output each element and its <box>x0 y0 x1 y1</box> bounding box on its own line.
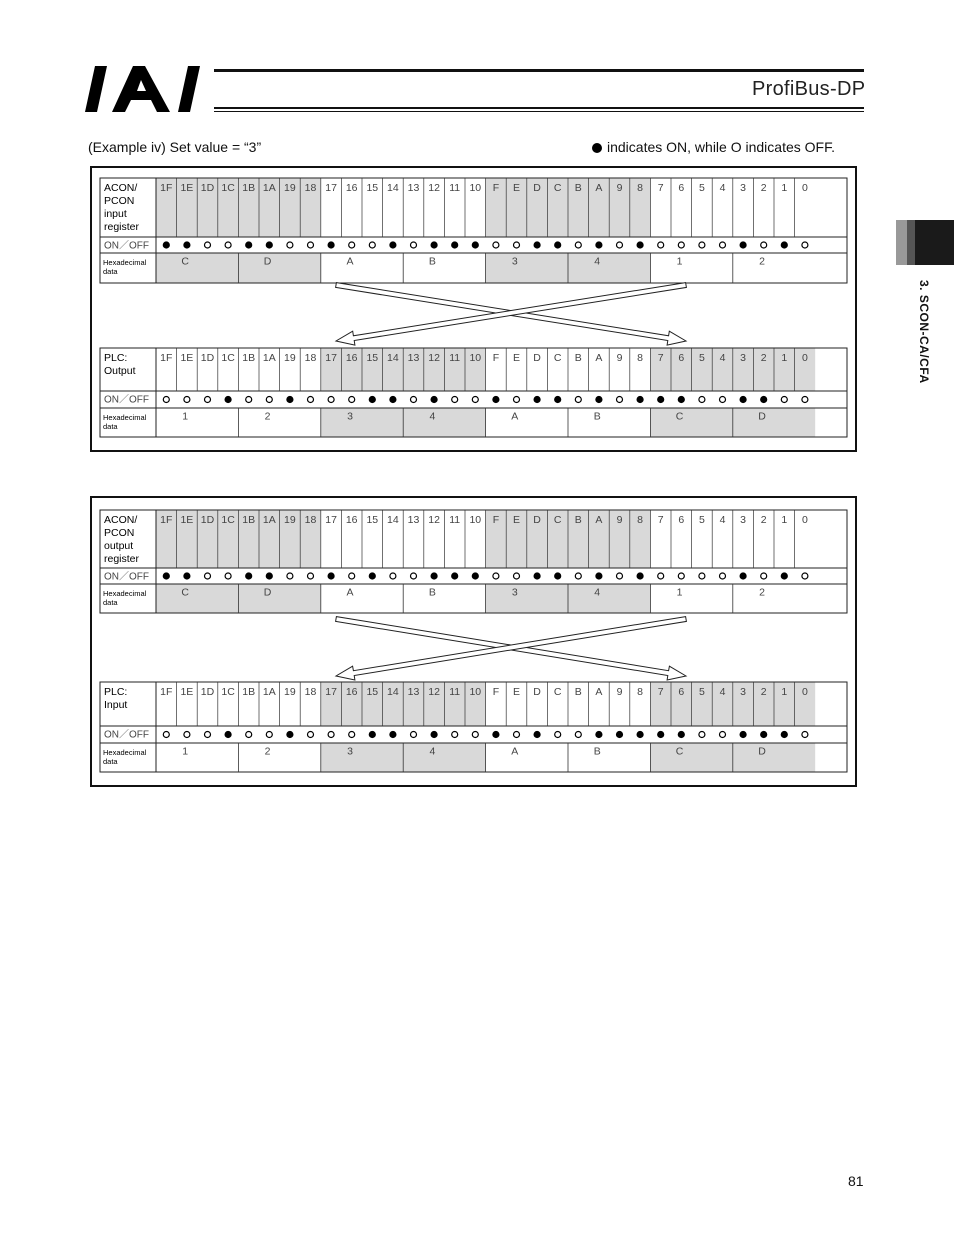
d1-bottom-bit-label: 2 <box>760 352 767 364</box>
d1-bottom-bit-label: 4 <box>719 352 726 364</box>
d2-bottom-bit-label: 10 <box>469 686 482 698</box>
d2-top-bit-off-dot <box>761 573 767 579</box>
d1-top-onoff-label: ON／OFF <box>104 240 149 252</box>
d2-bottom-bit-off-dot <box>246 732 252 738</box>
d2-bottom-register-label: PLC: <box>104 686 128 698</box>
d2-top-bit-off-dot <box>390 573 396 579</box>
d1-top-bit-label: D <box>533 182 541 194</box>
d2-bottom-bit-off-dot <box>514 732 520 738</box>
d1-bottom-bit-label: D <box>533 352 541 364</box>
d1-top-bit-label: 1A <box>262 182 276 194</box>
d1-bottom-bit-label: 8 <box>637 352 644 364</box>
d1-bottom-hex-digit: C <box>675 410 684 423</box>
d2-bottom-register-label: Input <box>104 699 128 711</box>
d2-bottom-bit-label: 3 <box>740 686 747 698</box>
d2-top-bit-on-dot <box>163 572 170 579</box>
d2-bottom-bit-label: 5 <box>698 686 705 698</box>
d2-top-bit-on-dot <box>245 572 252 579</box>
d1-bottom-bit-label: 15 <box>366 352 379 364</box>
d1-top-hex-digit: A <box>346 255 354 268</box>
d2-top-bit-off-dot <box>720 573 726 579</box>
d1-bottom-bit-label: 1F <box>160 352 173 364</box>
d2-top-bit-off-dot <box>699 573 705 579</box>
d2-top-bit-off-dot <box>802 573 808 579</box>
d2-top-bit-on-dot <box>740 572 747 579</box>
d2-bottom-bit-off-dot <box>699 732 705 738</box>
d1-top-bit-label: 10 <box>469 182 482 194</box>
d2-top-bit-on-dot <box>534 572 541 579</box>
d2-top-bit-label: 9 <box>616 514 623 526</box>
d2-top-bit-off-dot <box>205 573 211 579</box>
d2-top-bit-on-dot <box>472 572 479 579</box>
d2-bottom-bit-on-dot <box>740 731 747 738</box>
d1-top-register-label: PCON <box>104 195 135 207</box>
d2-bottom-bit-label: 17 <box>325 686 337 698</box>
d1-bottom-bit-label: C <box>553 352 562 364</box>
d2-bottom-hex-digit: C <box>675 745 684 758</box>
d1-bottom-bit-label: 3 <box>740 352 747 364</box>
d2-top-bit-label: E <box>512 514 521 526</box>
d2-top-bit-label: 1 <box>781 514 788 526</box>
d2-top-bit-off-dot <box>349 573 355 579</box>
d1-top-bit-label: 6 <box>678 182 685 194</box>
d2-top-bit-on-dot <box>554 572 561 579</box>
d2-top-bit-off-dot <box>514 573 520 579</box>
d2-bottom-hex-digit: 2 <box>264 745 271 758</box>
d2-bottom-bit-label: 1B <box>242 686 256 698</box>
d2-bottom-bit-off-dot <box>555 732 561 738</box>
d2-top-bit-label: 15 <box>366 514 379 526</box>
d2-bottom-bit-label: F <box>492 686 500 698</box>
d1-bottom-hex-label-line2: data <box>103 422 118 431</box>
d2-bottom-bit-label: E <box>512 686 521 698</box>
d2-bottom-shade-hex <box>733 743 815 772</box>
d2-top-bit-off-dot <box>287 573 293 579</box>
d2-top-bit-label: 16 <box>345 514 358 526</box>
d2-bottom-bit-on-dot <box>657 731 664 738</box>
d2-top-bit-label: 1E <box>180 514 194 526</box>
d2-top-register-label: register <box>104 553 140 565</box>
d1-bottom-bit-label: A <box>595 352 603 364</box>
d2-bottom-bit-off-dot <box>575 732 581 738</box>
d2-top-hex-digit: 2 <box>759 586 765 599</box>
d2-top-bit-off-dot <box>411 573 417 579</box>
d2-top-bit-label: B <box>574 514 582 526</box>
d2-top-hex-digit: B <box>428 586 436 599</box>
d2-top-bit-off-dot <box>617 573 623 579</box>
d2-top-bit-off-dot <box>575 573 581 579</box>
d1-top-bit-label: 1E <box>180 182 194 194</box>
d2-bottom-bit-label: A <box>595 686 603 698</box>
d1-top-hex-digit: B <box>428 255 436 268</box>
d2-bottom-hex-digit: 1 <box>182 745 189 758</box>
d2-top-bit-label: 1D <box>200 514 215 526</box>
d1-top-hex-digit: 4 <box>594 255 601 268</box>
d2-top-hex-digit: A <box>346 586 354 599</box>
d2-bottom-bit-off-dot <box>308 732 314 738</box>
d2-top-bit-off-dot <box>308 573 314 579</box>
d2-top-hex-label-line1: Hexadecimal <box>103 589 147 598</box>
d1-bottom-bit-label: 10 <box>469 352 482 364</box>
d1-top-register-label: register <box>104 221 140 233</box>
d1-top-bit-label: 4 <box>719 182 726 194</box>
d2-bottom-bit-label: 1E <box>180 686 194 698</box>
d2-top-hex-label-line2: data <box>103 598 118 607</box>
d2-bottom-hex-label-line1: Hexadecimal <box>103 748 147 757</box>
d2-top-onoff-label: ON／OFF <box>104 571 149 583</box>
d2-top-bit-on-dot <box>328 572 335 579</box>
d2-top-bit-label: 10 <box>469 514 482 526</box>
d2-bottom-bit-label: 14 <box>387 686 399 698</box>
d1-top-bit-label: A <box>595 182 603 194</box>
d2-top-hex-digit: D <box>263 586 272 599</box>
d1-bottom-hex-digit: A <box>511 410 519 423</box>
d1-top-bit-label: 7 <box>657 182 664 194</box>
d2-top-shade-hex <box>568 584 650 613</box>
document-title: ProfiBus-DP <box>752 78 866 100</box>
d2-bottom-shade-hex <box>403 743 485 772</box>
legend-text: indicates ON, while O indicates OFF. <box>607 139 835 155</box>
d2-bottom-bit-on-dot <box>369 731 376 738</box>
d1-top-bit-label: 19 <box>284 182 296 194</box>
page-number: 81 <box>848 1173 864 1189</box>
d2-top-bit-label: 0 <box>801 514 808 526</box>
d1-top-hex-digit: 1 <box>676 255 683 268</box>
d1-top-bit-label: 1F <box>160 182 173 194</box>
d1-bottom-hex-digit: B <box>593 410 601 423</box>
d2-top-shade-hex <box>156 584 238 613</box>
d2-bottom-bit-label: 7 <box>657 686 664 698</box>
d1-top-bit-label: 13 <box>407 182 420 194</box>
d2-top-bit-on-dot <box>266 572 273 579</box>
d2-bottom-bit-label: 4 <box>719 686 726 698</box>
d2-bottom-bit-off-dot <box>266 732 272 738</box>
d2-bottom-bit-label: 12 <box>428 686 440 698</box>
d2-bottom-bit-label: C <box>553 686 562 698</box>
d1-bottom-bit-label: 14 <box>387 352 399 364</box>
d1-top-hex-digit: 3 <box>511 255 518 268</box>
d2-bottom-bit-on-dot <box>492 731 499 738</box>
d1-top-bit-label: C <box>553 182 562 194</box>
d1-bottom-bit-label: 1D <box>200 352 215 364</box>
d1-top-bit-label: 15 <box>366 182 379 194</box>
d1-top-bit-label: 17 <box>325 182 337 194</box>
d1-top-bit-label: 9 <box>616 182 623 194</box>
d2-bottom-bit-label: 2 <box>760 686 767 698</box>
d2-bottom-bit-label: 0 <box>801 686 808 698</box>
d2-top-bit-label: A <box>595 514 603 526</box>
d2-top-bit-on-dot <box>451 572 458 579</box>
d2-top-bit-label: 8 <box>637 514 644 526</box>
d2-bottom-bit-on-dot <box>637 731 644 738</box>
d2-top-bit-on-dot <box>637 572 644 579</box>
d2-bottom-bit-label: B <box>574 686 582 698</box>
d2-bottom-bit-off-dot <box>328 732 334 738</box>
d2-top-bit-label: 2 <box>760 514 767 526</box>
d2-top-bit-label: 1A <box>262 514 276 526</box>
d1-bottom-onoff-label: ON／OFF <box>104 394 149 406</box>
d2-top-bit-label: C <box>553 514 562 526</box>
d2-bottom-bit-label: 15 <box>366 686 379 698</box>
d1-bottom-bit-label: 19 <box>284 352 296 364</box>
d2-top-bit-label: 13 <box>407 514 420 526</box>
d2-top-bit-label: 11 <box>449 514 461 526</box>
d2-top-bit-label: 18 <box>304 514 317 526</box>
d2-top-bit-label: 7 <box>657 514 664 526</box>
d1-top-bit-label: 8 <box>637 182 644 194</box>
d1-bottom-bit-label: 9 <box>616 352 623 364</box>
d2-bottom-bit-label: 13 <box>407 686 420 698</box>
d1-bottom-hex-digit: 3 <box>347 410 353 423</box>
d2-bottom-bit-on-dot <box>595 731 602 738</box>
d1-bottom-bit-label: 18 <box>304 352 317 364</box>
d2-top-bit-label: 1C <box>221 514 235 526</box>
d2-top-bit-off-dot <box>493 573 499 579</box>
d2-bottom-bit-off-dot <box>452 732 458 738</box>
d2-top-bit-label: 17 <box>325 514 337 526</box>
d1-bottom-bit-label: 0 <box>801 352 808 364</box>
d2-bottom-bit-off-dot <box>802 732 808 738</box>
d1-top-bit-label: 3 <box>740 182 747 194</box>
d1-bottom-hex-digit: D <box>758 410 766 423</box>
d2-top-bit-label: 3 <box>740 514 747 526</box>
d2-top-hex-digit: C <box>181 586 189 599</box>
d1-bottom-hex-label-line1: Hexadecimal <box>103 413 147 422</box>
d1-top-hex-digit: C <box>181 255 189 268</box>
d2-bottom-bit-label: 6 <box>678 686 685 698</box>
d1-bottom-bit-label: 7 <box>657 352 664 364</box>
d2-bottom-bit-label: 1A <box>262 686 276 698</box>
d1-bottom-bit-label: 1C <box>221 352 235 364</box>
d1-bottom-register-label: Output <box>104 365 136 377</box>
d2-top-bit-label: 19 <box>284 514 296 526</box>
d1-top-register-label: ACON/ <box>104 182 138 194</box>
d2-bottom-bit-on-dot <box>286 731 293 738</box>
d2-top-bit-on-dot <box>369 572 376 579</box>
example-caption: (Example iv) Set value = “3” <box>88 139 262 155</box>
d2-top-register-label: output <box>104 540 134 552</box>
d2-bottom-shade-hex <box>650 743 732 772</box>
d1-top-bit-label: E <box>512 182 521 194</box>
d2-top-bit-on-dot <box>183 572 190 579</box>
d2-top-shade-hex <box>238 584 320 613</box>
d2-bottom-bit-off-dot <box>720 732 726 738</box>
d2-bottom-bit-label: 1 <box>781 686 788 698</box>
d1-bottom-hex-digit: 4 <box>429 410 436 423</box>
d1-top-bit-label: 1 <box>781 182 788 194</box>
d2-bottom-bit-label: 16 <box>345 686 358 698</box>
d1-bottom-bit-label: 11 <box>449 352 461 364</box>
d2-top-bit-label: 1B <box>242 514 256 526</box>
d1-top-bit-label: 1C <box>221 182 235 194</box>
d1-bottom-bit-label: E <box>512 352 521 364</box>
d2-bottom-bit-off-dot <box>184 732 190 738</box>
d2-top-bit-label: F <box>492 514 500 526</box>
d1-top-bit-label: 5 <box>698 182 705 194</box>
chapter-side-label: 3. SCON-CA/CFA <box>917 280 931 384</box>
d2-top-bit-on-dot <box>431 572 438 579</box>
d1-bottom-bit-label: 16 <box>345 352 358 364</box>
d1-top-bit-label: 0 <box>801 182 808 194</box>
d2-top-bit-label: 12 <box>428 514 440 526</box>
d1-top-bit-label: 2 <box>760 182 767 194</box>
d2-top-bit-on-dot <box>595 572 602 579</box>
d2-bottom-bit-on-dot <box>389 731 396 738</box>
d1-top-bit-label: 14 <box>387 182 399 194</box>
d2-bottom-hex-label-line2: data <box>103 757 118 766</box>
d2-bottom-bit-on-dot <box>781 731 788 738</box>
d1-bottom-bit-label: B <box>574 352 582 364</box>
d1-top-bit-label: 1B <box>242 182 256 194</box>
d2-top-hex-digit: 4 <box>594 586 601 599</box>
d2-top-hex-digit: 1 <box>676 586 683 599</box>
d1-top-bit-label: 18 <box>304 182 317 194</box>
d2-bottom-hex-digit: 4 <box>429 745 436 758</box>
d2-bottom-bit-on-dot <box>760 731 767 738</box>
d2-top-shade-hex <box>486 584 568 613</box>
d2-bottom-bit-label: 1C <box>221 686 235 698</box>
d1-top-hex-label-line1: Hexadecimal <box>103 258 147 267</box>
d2-bottom-bit-off-dot <box>163 732 169 738</box>
d1-top-bit-label: 12 <box>428 182 440 194</box>
d1-bottom-bit-label: 1B <box>242 352 256 364</box>
d2-bottom-bit-label: D <box>533 686 541 698</box>
d1-top-bit-label: F <box>492 182 500 194</box>
d2-bottom-bit-label: 1D <box>200 686 215 698</box>
d1-bottom-bit-label: 5 <box>698 352 705 364</box>
d2-bottom-shade-hex <box>321 743 403 772</box>
d2-bottom-bit-label: 19 <box>284 686 296 698</box>
d2-top-bit-label: 6 <box>678 514 685 526</box>
d2-bottom-bit-off-dot <box>205 732 211 738</box>
d2-bottom-bit-on-dot <box>534 731 541 738</box>
d2-bottom-onoff-label: ON／OFF <box>104 729 149 741</box>
d2-top-bit-on-dot <box>781 572 788 579</box>
d2-top-bit-label: 5 <box>698 514 705 526</box>
d2-bottom-bit-label: 18 <box>304 686 317 698</box>
d2-top-bit-label: 1F <box>160 514 173 526</box>
d1-bottom-bit-label: 13 <box>407 352 420 364</box>
d2-bottom-bit-on-dot <box>678 731 685 738</box>
d2-bottom-bit-label: 8 <box>637 686 644 698</box>
d1-bottom-bit-label: F <box>492 352 500 364</box>
d1-top-hex-digit: 2 <box>759 255 765 268</box>
d1-bottom-register-label: PLC: <box>104 352 128 364</box>
d1-bottom-hex-digit: 1 <box>182 410 189 423</box>
d1-bottom-bit-label: 17 <box>325 352 337 364</box>
d2-bottom-hex-digit: A <box>511 745 519 758</box>
d1-top-bit-label: 1D <box>200 182 215 194</box>
d1-bottom-bit-label: 12 <box>428 352 440 364</box>
d1-top-register-label: input <box>104 208 127 220</box>
d2-top-bit-off-dot <box>658 573 664 579</box>
d1-bottom-hex-digit: 2 <box>264 410 271 423</box>
d2-bottom-hex-digit: B <box>593 745 601 758</box>
d2-top-bit-off-dot <box>678 573 684 579</box>
d1-top-hex-digit: D <box>263 255 272 268</box>
d2-bottom-bit-label: 9 <box>616 686 623 698</box>
d1-top-bit-label: B <box>574 182 582 194</box>
d2-top-register-label: PCON <box>104 527 135 539</box>
d2-bottom-bit-label: 1F <box>160 686 173 698</box>
d1-bottom-bit-label: 1 <box>781 352 788 364</box>
d2-bottom-bit-on-dot <box>431 731 438 738</box>
d2-bottom-bit-on-dot <box>225 731 232 738</box>
d2-top-bit-off-dot <box>225 573 231 579</box>
d2-top-hex-digit: 3 <box>511 586 518 599</box>
d1-bottom-bit-label: 1A <box>262 352 276 364</box>
d2-bottom-bit-off-dot <box>411 732 417 738</box>
d1-top-bit-label: 11 <box>449 182 461 194</box>
d2-bottom-bit-label: 11 <box>449 686 461 698</box>
d2-top-bit-label: D <box>533 514 541 526</box>
d2-bottom-bit-off-dot <box>349 732 355 738</box>
d2-top-bit-label: 14 <box>387 514 399 526</box>
d2-bottom-bit-off-dot <box>472 732 478 738</box>
d2-bottom-bit-on-dot <box>616 731 623 738</box>
d1-bottom-bit-label: 6 <box>678 352 685 364</box>
d2-bottom-hex-digit: 3 <box>347 745 353 758</box>
d2-bottom-hex-digit: D <box>758 745 766 758</box>
d2-top-bit-label: 4 <box>719 514 726 526</box>
d1-top-hex-label-line2: data <box>103 267 118 276</box>
d1-bottom-bit-label: 1E <box>180 352 194 364</box>
d2-top-register-label: ACON/ <box>104 514 138 526</box>
d1-top-bit-label: 16 <box>345 182 358 194</box>
